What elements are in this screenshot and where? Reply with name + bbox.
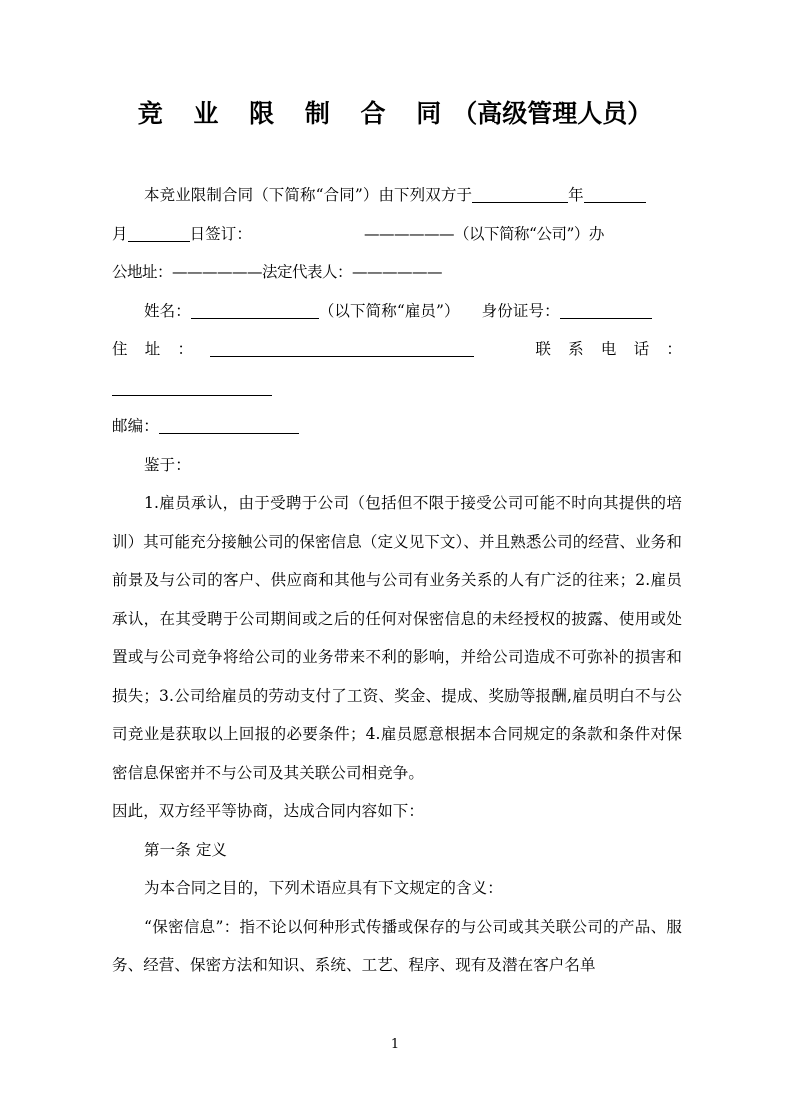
name-label: 姓名： <box>144 301 191 320</box>
paragraph-company-address <box>112 253 682 292</box>
blank-employee-name[interactable] <box>191 304 319 319</box>
id-number-label: 身份证号： <box>481 301 560 320</box>
company-address-line: 公地址：——————法定代表人：—————— <box>112 263 443 281</box>
month-label: 月 <box>112 224 128 243</box>
contract-text-block <box>112 176 682 985</box>
blank-day[interactable] <box>128 227 190 242</box>
paragraph-therefore: 因此，双方经平等协商，达成合同内容如下： <box>112 802 425 820</box>
blank-id-number[interactable] <box>560 304 652 319</box>
page-title-suffix: （高级管理人员） <box>452 99 653 128</box>
year-label: 年 <box>568 186 584 204</box>
blank-postcode[interactable] <box>159 419 299 434</box>
paragraph-definitions-intro: 为本合同之目的，下列术语应具有下文规定的含义： <box>144 879 503 897</box>
paragraph-employee-name <box>112 292 682 331</box>
signed-label: 日签订： <box>189 224 253 243</box>
blank-year[interactable] <box>472 188 568 203</box>
paragraph-confidential-information: “保密信息”：指不论以何种形式传播或保存的与公司或其关联公司的产品、服务、经营、保密方法和知识、系统、工艺、程序、现有及潜在客户名单 <box>112 917 682 974</box>
postcode-label: 邮编： <box>112 417 159 435</box>
blank-phone[interactable] <box>112 381 272 396</box>
phone-label: 联系电话： <box>518 340 682 358</box>
heading-article-one: 第一条 定义 <box>144 840 228 859</box>
page-title <box>112 101 678 126</box>
address-label: 住址： <box>112 340 211 358</box>
paragraph-signing-date <box>112 176 682 215</box>
company-name-dashes: ——————（以下简称“公司”）办 <box>364 224 604 243</box>
signing-date-lead: 本竞业限制合同（下简称“合同”）由下列双方于 <box>144 186 473 204</box>
paragraph-whereas-label: 鉴于： <box>144 455 191 474</box>
page-title-main: 竞 业 限 制 合 同 <box>137 99 453 128</box>
paragraph-signing-line2 <box>112 215 682 254</box>
paragraph-employee-address <box>112 330 682 407</box>
paragraph-recitals: 1.雇员承认，由于受聘于公司（包括但不限于接受公司可能不时向其提供的培训）其可能充分接触公司的保密信息（定义见下文）、并且熟悉公司的经营、业务和前景及与公司的客户、供应商和其他与公司有业务关系的人有广泛的往来；2.雇员承认，在其受聘于公司期间或之后的任何对保密信息的未经授权的披露、使用或处置或与公司竞争将给公司的业务带来不利的影响，并给公司造成不可弥补的损害和损失；3.公司给雇员的劳动支付了工资、奖金、提成、奖励等报酬,雇员明白不与公司竞业是获取以上回报的必要条件；4.雇员愿意根据本合同规定的条款和条件对保密信息保密并不与公司及其关联公司相竞争。 <box>112 494 682 782</box>
blank-month[interactable] <box>584 188 646 203</box>
page-number: 1 <box>390 1037 400 1052</box>
employee-alias: （以下简称“雇员”） <box>318 301 460 320</box>
blank-address[interactable] <box>210 342 406 357</box>
paragraph-postcode <box>112 407 682 446</box>
blank-address-extra[interactable] <box>406 342 474 357</box>
